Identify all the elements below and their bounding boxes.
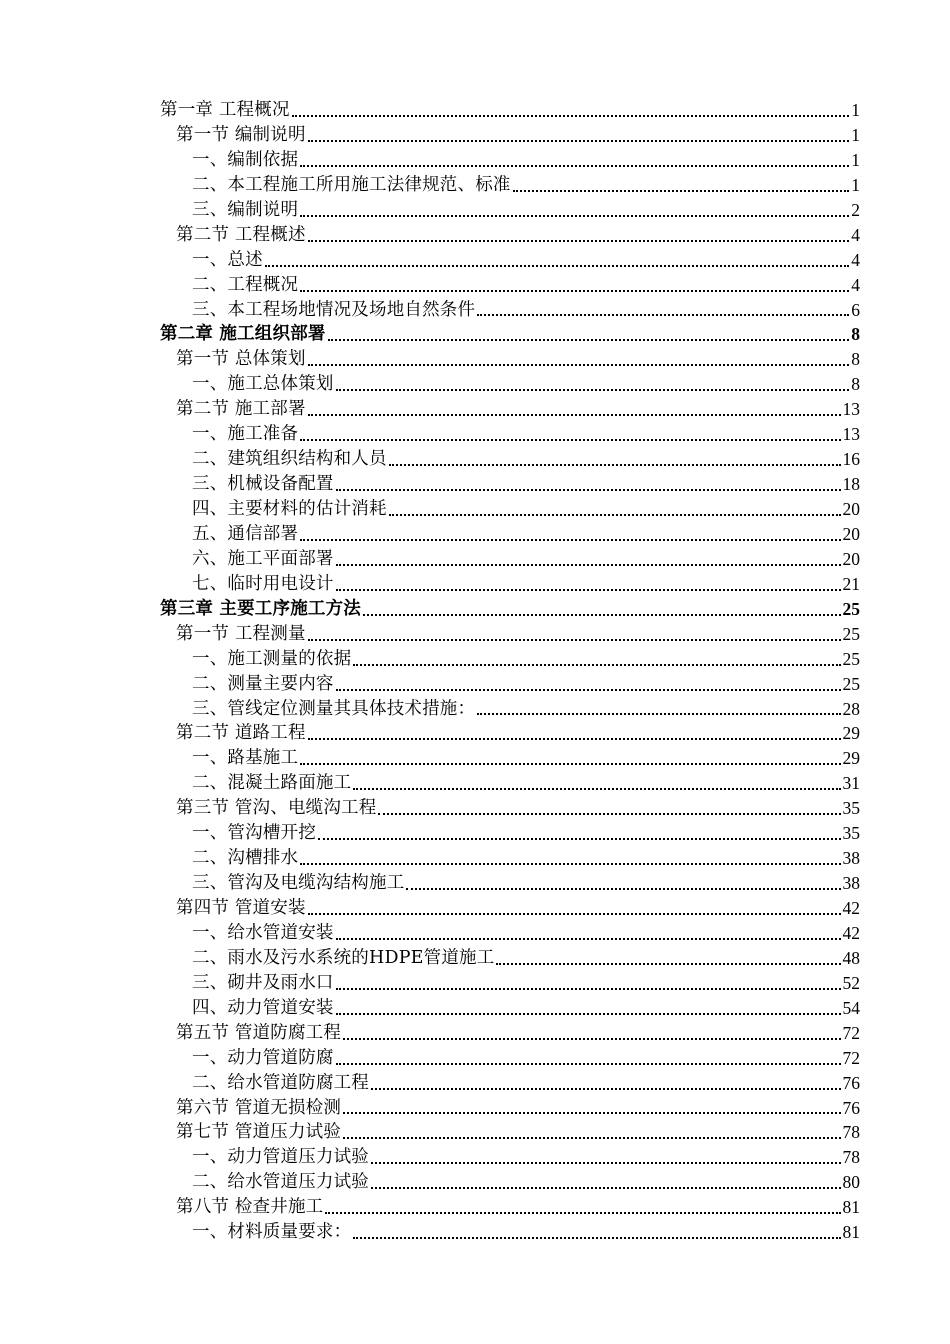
toc-entry-page-number: 1	[851, 149, 860, 170]
toc-entry-page-number: 25	[842, 598, 860, 619]
toc-dot-leader	[328, 339, 850, 341]
toc-dot-leader	[325, 1212, 840, 1214]
toc-dot-leader	[513, 190, 850, 192]
toc-entry[interactable]	[160, 846, 860, 871]
toc-entry-page-number: 4	[851, 274, 860, 295]
toc-dot-leader	[378, 813, 840, 815]
toc-entry-page-number: 20	[842, 523, 860, 544]
toc-entry-page-number: 76	[842, 1097, 860, 1118]
toc-entry-title: 二、雨水及污水系统的HDPE管道施工	[192, 947, 495, 968]
toc-entry[interactable]	[160, 622, 860, 647]
toc-entry[interactable]	[160, 1120, 860, 1145]
toc-entry[interactable]	[160, 123, 860, 148]
toc-entry-page-number: 6	[851, 299, 860, 320]
toc-entry-title: 第八节 检查井施工	[176, 1197, 324, 1218]
toc-entry-title: 第三章 主要工序施工方法	[160, 598, 361, 619]
toc-entry[interactable]	[160, 921, 860, 946]
toc-entry-page-number: 18	[842, 474, 860, 495]
toc-entry-page-number: 78	[842, 1122, 860, 1143]
toc-entry[interactable]	[160, 547, 860, 572]
toc-entry-title: 第四节 管道安装	[176, 898, 306, 918]
toc-entry-title: 第二节 道路工程	[176, 723, 306, 744]
toc-entry-title: 二、工程概况	[192, 274, 299, 295]
toc-entry-page-number: 35	[842, 823, 860, 844]
toc-entry[interactable]	[160, 796, 860, 821]
table-of-contents	[160, 98, 860, 1245]
toc-dot-leader	[336, 938, 841, 940]
toc-entry[interactable]	[160, 273, 860, 298]
toc-dot-leader	[371, 1088, 841, 1090]
toc-entry-title: 第二节 工程概述	[176, 224, 306, 245]
toc-entry[interactable]	[160, 497, 860, 522]
toc-entry[interactable]	[160, 1071, 860, 1096]
toc-dot-leader	[477, 314, 849, 316]
toc-entry-title: 第一节 工程测量	[176, 623, 306, 644]
toc-entry-page-number: 13	[842, 399, 860, 420]
toc-entry[interactable]	[160, 322, 860, 347]
toc-dot-leader	[300, 539, 840, 541]
toc-dot-leader	[353, 1237, 840, 1239]
toc-dot-leader	[308, 240, 850, 242]
toc-entry-title: 五、通信部署	[192, 523, 299, 544]
toc-dot-leader	[308, 913, 841, 915]
toc-entry-title: 第六节 管道无损检测	[176, 1097, 342, 1118]
toc-entry[interactable]	[160, 347, 860, 372]
toc-dot-leader	[389, 464, 841, 466]
toc-entry[interactable]	[160, 1021, 860, 1046]
toc-entry[interactable]	[160, 223, 860, 248]
toc-entry[interactable]	[160, 248, 860, 273]
toc-entry-title: 第七节 管道压力试验	[176, 1122, 342, 1143]
toc-entry-page-number: 20	[842, 499, 860, 519]
toc-entry[interactable]	[160, 98, 860, 123]
toc-entry[interactable]	[160, 148, 860, 173]
toc-entry[interactable]	[160, 1170, 860, 1195]
toc-entry-page-number: 29	[842, 748, 860, 769]
toc-dot-leader	[336, 564, 841, 566]
toc-entry-title: 一、给水管道安装	[192, 922, 334, 943]
toc-dot-leader	[336, 988, 841, 990]
toc-entry-title: 二、测量主要内容	[192, 673, 334, 694]
toc-entry-page-number: 4	[851, 249, 860, 270]
toc-entry-title: 二、给水管道压力试验	[192, 1172, 369, 1193]
toc-entry-title: 第五节 管道防腐工程	[176, 1022, 342, 1043]
toc-entry-page-number: 42	[842, 898, 860, 918]
toc-entry-page-number: 31	[842, 773, 860, 794]
toc-entry-page-number: 25	[842, 623, 860, 644]
toc-dot-leader	[371, 1162, 841, 1164]
toc-entry-title: 一、路基施工	[192, 748, 299, 769]
toc-entry-title: 七、临时用电设计	[192, 573, 334, 594]
toc-dot-leader	[308, 414, 841, 416]
toc-dot-leader	[496, 963, 840, 965]
toc-entry[interactable]	[160, 647, 860, 672]
toc-entry-title: 一、材料质量要求：	[192, 1222, 352, 1243]
toc-dot-leader	[389, 514, 841, 516]
toc-dot-leader	[308, 140, 850, 142]
toc-dot-leader	[292, 115, 850, 117]
toc-entry-title: 四、动力管道安装	[192, 997, 334, 1018]
toc-entry-title: 第一节 总体策划	[176, 349, 306, 370]
toc-entry[interactable]	[160, 397, 860, 422]
toc-entry[interactable]	[160, 422, 860, 447]
toc-entry-page-number: 78	[842, 1147, 860, 1168]
toc-entry[interactable]	[160, 572, 860, 597]
toc-dot-leader	[308, 639, 841, 641]
toc-dot-leader	[336, 489, 841, 491]
toc-entry-title: 第一节 编制说明	[176, 124, 306, 145]
toc-entry-page-number: 72	[842, 1047, 860, 1068]
toc-entry[interactable]	[160, 372, 860, 397]
toc-entry-page-number: 8	[851, 349, 860, 370]
toc-entry[interactable]	[160, 721, 860, 746]
toc-dot-leader	[300, 763, 840, 765]
toc-entry-title: 一、总述	[192, 249, 263, 270]
toc-entry-title: 一、施工准备	[192, 424, 299, 445]
toc-dot-leader	[336, 589, 841, 591]
toc-entry-page-number: 35	[842, 798, 860, 819]
toc-dot-leader	[300, 215, 849, 217]
toc-entry-title: 一、动力管道防腐	[192, 1047, 334, 1068]
toc-entry[interactable]	[160, 173, 860, 198]
toc-dot-leader	[308, 738, 841, 740]
toc-dot-leader	[477, 713, 840, 715]
toc-entry-page-number: 48	[842, 947, 860, 968]
toc-entry-page-number: 2	[851, 199, 860, 220]
toc-entry-page-number: 81	[842, 1197, 860, 1218]
toc-dot-leader	[336, 1063, 841, 1065]
toc-entry-page-number: 52	[842, 972, 860, 993]
toc-dot-leader	[336, 1013, 841, 1015]
toc-entry-title: 三、砌井及雨水口	[192, 972, 334, 993]
toc-dot-leader	[353, 664, 840, 666]
toc-entry[interactable]	[160, 447, 860, 472]
toc-entry-title: 六、施工平面部署	[192, 548, 334, 569]
toc-entry-title: 一、编制依据	[192, 149, 299, 170]
toc-dot-leader	[300, 290, 849, 292]
toc-entry-page-number: 28	[842, 698, 860, 719]
toc-entry-page-number: 25	[842, 648, 860, 669]
toc-entry-page-number: 1	[851, 174, 860, 195]
toc-entry-title: 一、施工测量的依据	[192, 648, 352, 669]
toc-entry-title: 三、本工程场地情况及场地自然条件	[192, 299, 476, 320]
toc-entry-title: 二、混凝土路面施工	[192, 773, 352, 794]
toc-entry-page-number: 72	[842, 1022, 860, 1043]
toc-entry[interactable]	[160, 771, 860, 796]
toc-entry-title: 二、建筑组织结构和人员	[192, 449, 387, 470]
toc-entry[interactable]	[160, 1195, 860, 1220]
toc-entry[interactable]	[160, 298, 860, 323]
toc-dot-leader	[343, 1038, 840, 1040]
toc-entry-page-number: 29	[842, 723, 860, 744]
toc-entry-page-number: 1	[851, 124, 860, 145]
toc-entry-page-number: 4	[851, 224, 860, 245]
toc-entry-page-number: 21	[842, 573, 860, 594]
toc-entry[interactable]	[160, 1220, 860, 1245]
toc-entry[interactable]	[160, 672, 860, 697]
toc-entry[interactable]	[160, 821, 860, 846]
toc-entry-page-number: 81	[842, 1222, 860, 1243]
toc-entry-title: 一、施工总体策划	[192, 374, 334, 395]
toc-entry-page-number: 25	[842, 673, 860, 694]
toc-entry-title: 第二章 施工组织部署	[160, 324, 326, 345]
toc-dot-leader	[336, 689, 841, 691]
toc-entry-page-number: 38	[842, 873, 860, 894]
toc-dot-leader	[300, 863, 840, 865]
toc-dot-leader	[336, 389, 850, 391]
toc-entry-title: 三、管沟及电缆沟结构施工	[192, 873, 405, 894]
toc-entry[interactable]	[160, 996, 860, 1021]
toc-entry[interactable]	[160, 971, 860, 996]
toc-entry-title: 三、管线定位测量其具体技术措施：	[192, 698, 476, 719]
toc-entry-page-number: 42	[842, 922, 860, 943]
toc-entry-page-number: 8	[851, 374, 860, 395]
toc-dot-leader	[343, 1112, 840, 1114]
toc-entry-title: 第二节 施工部署	[176, 399, 306, 420]
toc-dot-leader	[353, 788, 840, 790]
toc-entry-page-number: 20	[842, 548, 860, 569]
toc-entry-page-number: 54	[842, 997, 860, 1018]
toc-entry-title: 一、管沟槽开挖	[192, 823, 316, 844]
toc-dot-leader	[363, 614, 841, 616]
toc-entry[interactable]	[160, 871, 860, 896]
toc-entry-page-number: 8	[851, 324, 860, 345]
toc-entry-page-number: 76	[842, 1072, 860, 1093]
toc-entry-page-number: 13	[842, 424, 860, 445]
toc-entry-title: 二、本工程施工所用施工法律规范、标准	[192, 174, 511, 195]
toc-entry-page-number: 80	[842, 1172, 860, 1193]
toc-entry[interactable]	[160, 1096, 860, 1121]
toc-entry[interactable]	[160, 597, 860, 622]
toc-entry[interactable]	[160, 1046, 860, 1071]
toc-entry[interactable]	[160, 946, 860, 971]
toc-dot-leader	[406, 888, 840, 890]
toc-entry-page-number: 1	[851, 100, 860, 120]
toc-dot-leader	[308, 364, 850, 366]
toc-dot-leader	[265, 265, 849, 267]
toc-dot-leader	[300, 165, 849, 167]
toc-dot-leader	[318, 838, 841, 840]
toc-entry[interactable]	[160, 198, 860, 223]
toc-entry-title: 四、主要材料的估计消耗	[192, 499, 387, 519]
toc-entry[interactable]	[160, 896, 860, 921]
toc-dot-leader	[300, 439, 840, 441]
toc-entry[interactable]	[160, 746, 860, 771]
toc-entry-title: 一、动力管道压力试验	[192, 1147, 369, 1168]
toc-entry[interactable]	[160, 522, 860, 547]
toc-entry-title: 第一章 工程概况	[160, 100, 290, 120]
toc-entry-title: 第三节 管沟、电缆沟工程	[176, 798, 377, 819]
toc-entry[interactable]	[160, 697, 860, 722]
toc-dot-leader	[371, 1187, 841, 1189]
toc-entry-title: 三、编制说明	[192, 199, 299, 220]
toc-entry-page-number: 38	[842, 848, 860, 869]
toc-entry-title: 二、给水管道防腐工程	[192, 1072, 369, 1093]
toc-entry[interactable]	[160, 472, 860, 497]
toc-entry-page-number: 16	[842, 449, 860, 470]
toc-entry[interactable]	[160, 1145, 860, 1170]
toc-entry-title: 二、沟槽排水	[192, 848, 299, 869]
toc-dot-leader	[343, 1137, 840, 1139]
toc-entry-title: 三、机械设备配置	[192, 474, 334, 495]
